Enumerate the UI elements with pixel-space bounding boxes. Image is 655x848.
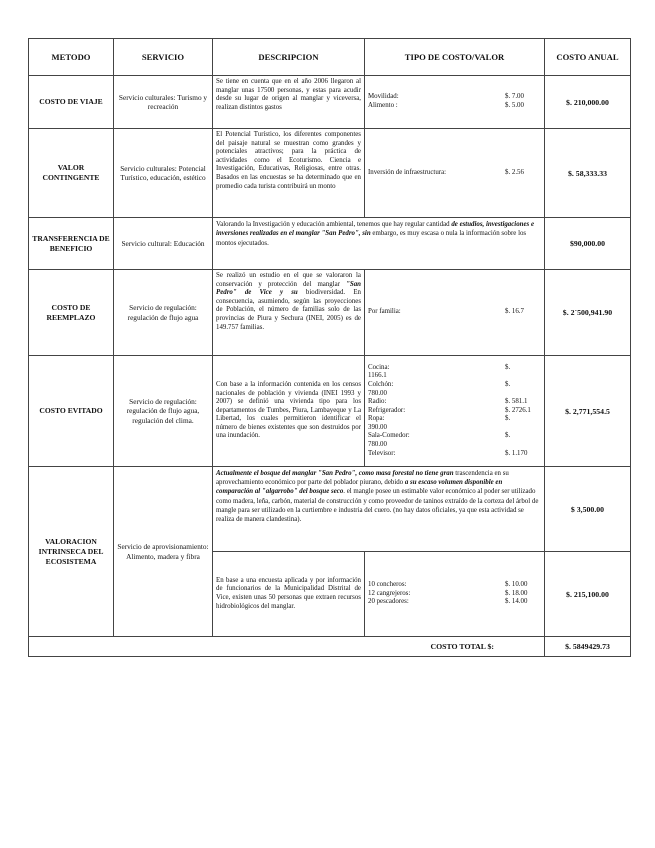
row-transferencia-beneficio (29, 218, 631, 270)
cost-item: 390.00 (368, 423, 387, 431)
servicio-cell: Servicio culturales: Potencial Turístico, educación, estético (114, 129, 213, 218)
cost-item: 1166.1 (368, 372, 387, 380)
tipo-cell (365, 129, 545, 218)
descripcion-cell: Con base a la información contenida en los censos nacionales de población y vivienda (INEI 1993 y 2007) se definió una vivienda tipo para los departamentos de Tumbes, Piura, Lambayeque y La Libertad, los cuales permitieron identificar el número de bienes existentes que son destruidos por una inundación. (213, 356, 365, 467)
header-metodo: METODO (29, 39, 114, 76)
tipo-cell (365, 552, 545, 637)
metodo-cell: COSTO DE VIAJE (29, 76, 114, 129)
metodo-cell: VALORACION INTRINSECA DEL ECOSISTEMA (29, 467, 114, 637)
row-valor-contingente (29, 129, 631, 218)
cost-item: Televisor: $. 1.170 (368, 449, 528, 457)
cost-item: Radio: $. 581.1 (368, 398, 528, 406)
cost-item: Movilidad: $. 7.00 (368, 93, 524, 101)
row-valoracion-intrinseca-a (29, 467, 631, 552)
cost-item: 780.00 (368, 441, 387, 449)
tipo-cell (365, 356, 545, 467)
costo-cell: $. 210,000.00 (545, 76, 631, 129)
cost-item: Cocina: $. (368, 363, 511, 371)
total-label: COSTO TOTAL $: (365, 637, 545, 657)
descripcion-cell: Se realizó un estudio en el que se valoraron la conservación y protección del manglar "San Pedro" de Vice y su biodiversidad. En consecuencia, asumiendo, según las proyecciones de Población, el número de familias solo de las provincias de Piura y Sechura (INEI, 2005) es de 149.757 familias. (213, 270, 365, 356)
servicio-cell: Servicio de regulación: regulación de flujo agua, regulación del clima. (114, 356, 213, 467)
descripcion-cell: El Potencial Turístico, los diferentes componentes del paisaje natural se muestran como grandes y potenciales atractivos; para la práctica de actividades como el Ecoturismo. Ciencia e Investigación, Educativas, Religiosas, entre otras. Basados en las encuestas se ha determinado que en promedio cada turista contribuirá un monto (213, 129, 365, 218)
costo-cell: $. 58,333.33 (545, 129, 631, 218)
descripcion-cell: Se tiene en cuenta que en el año 2006 llegaron al manglar unas 17500 personas, y estas para acudir desde su lugar de origen al manglar y viceversa, realizan distintos gastos (213, 76, 365, 129)
header-row (29, 39, 631, 76)
row-costo-evitado (29, 356, 631, 467)
descripcion-cell: Valorando la Investigación y educación ambiental, tenemos que hay regular cantidad de estudios, investigaciones e inversiones realizadas en el manglar "San Pedro", sin embargo, es muy escasa o nula la información sobre los montos ejecutados. (213, 218, 545, 270)
servicio-cell: Servicio de aprovisionamiento: Alimento, madera y fibra (114, 467, 213, 637)
cost-item: Ropa: $. (368, 415, 511, 423)
metodo-cell: VALOR CONTINGENTE (29, 129, 114, 218)
descripcion-cell: Actualmente el bosque del manglar "San Pedro", como masa forestal no tiene gran trascendencia en su aprovechamiento económico por parte del poblador piurano, debido a su escaso volumen disponible en comparación al "algarrobo" del bosque seco. el mangle posee un estimable valor económico al poder ser utilizado como madera, leña, carbón, material de construcción y como proveedor de taninos extraído de la corteza del árbol de mangle para ser utilizado en la curtiembre e industria del cuero. (no hay datos oficiales, ya que esta actividad se realiza de manera clandestina). (213, 467, 545, 552)
cost-item: Por familia: $. 16.7 (368, 308, 524, 316)
total-spacer (29, 637, 365, 657)
cost-item: Refrigerador: $. 2726.1 (368, 406, 531, 414)
cost-item: 12 cangrejeros: $. 18.00 (368, 589, 528, 597)
servicio-cell: Servicio culturales: Turismo y recreación (114, 76, 213, 129)
header-costo: COSTO ANUAL (545, 39, 631, 76)
cost-item: 780.00 (368, 389, 387, 397)
metodo-cell: COSTO EVITADO (29, 356, 114, 467)
row-costo-reemplazo (29, 270, 631, 356)
total-value: $. 5849429.73 (545, 637, 631, 657)
metodo-cell: COSTO DE REEMPLAZO (29, 270, 114, 356)
valuation-table (28, 38, 631, 657)
row-total (29, 637, 631, 657)
cost-item: 20 pescadores: $. 14.00 (368, 598, 528, 606)
descripcion-cell: En base a una encuesta aplicada y por información de funcionarios de la Municipalidad Distrital de Vice, existen unas 50 personas que extraen recursos hidrobiológicos del manglar. (213, 552, 365, 637)
servicio-cell: Servicio cultural: Educación (114, 218, 213, 270)
costo-cell: $. 2´500,941.90 (545, 270, 631, 356)
tipo-cell (365, 76, 545, 129)
cost-item: Alimento : $. 5.00 (368, 102, 524, 109)
header-servicio: SERVICIO (114, 39, 213, 76)
costo-cell: $90,000.00 (545, 218, 631, 270)
header-descripcion: DESCRIPCION (213, 39, 365, 76)
costo-cell: $. 215,100.00 (545, 552, 631, 637)
row-costo-viaje (29, 76, 631, 129)
tipo-cell (365, 270, 545, 356)
cost-item: Colchón: $. (368, 380, 511, 388)
cost-item: 10 concheros: $. 10.00 (368, 580, 528, 588)
servicio-cell: Servicio de regulación: regulación de flujo agua (114, 270, 213, 356)
cost-item: Inversión de infraestructura: $. 2.56 (368, 168, 524, 176)
costo-cell: $ 3,500.00 (545, 467, 631, 552)
cost-item: Sala-Comedor: $. (368, 432, 511, 440)
costo-cell: $. 2,771,554.5 (545, 356, 631, 467)
metodo-cell: TRANSFERENCIA DE BENEFICIO (29, 218, 114, 270)
header-tipo: TIPO DE COSTO/VALOR (365, 39, 545, 76)
